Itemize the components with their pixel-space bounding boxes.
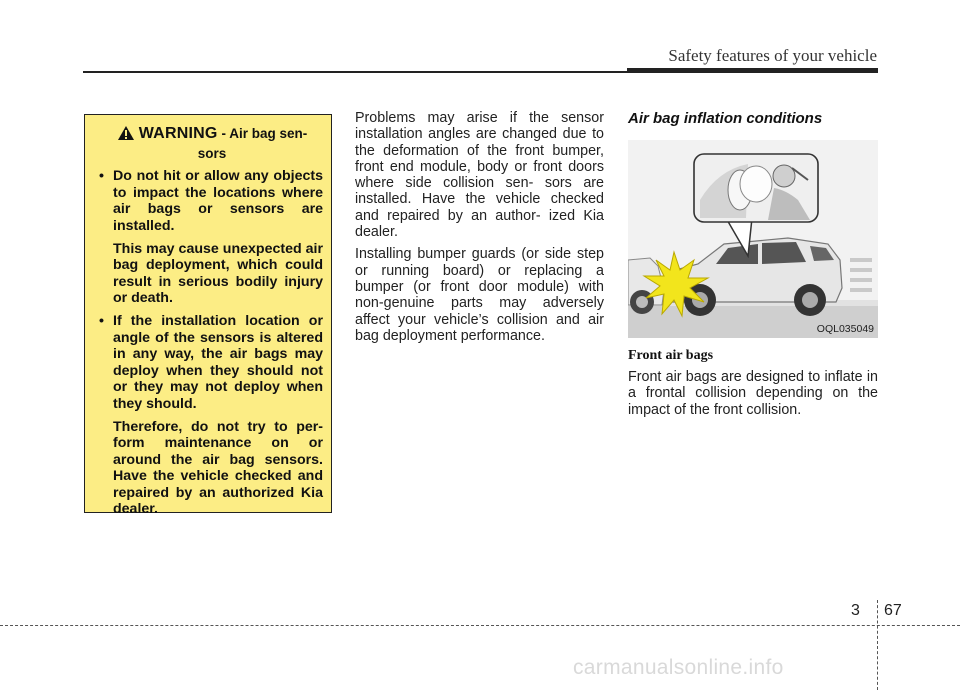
chapter-number: 3 (851, 602, 860, 619)
warning-list (97, 168, 323, 518)
subheading: Front air bags (628, 348, 714, 363)
warning-heading (97, 125, 323, 162)
site-watermark: carmanualsonline.info (573, 656, 784, 679)
footer-divider (877, 600, 878, 690)
section-heading: Air bag inflation conditions (628, 110, 823, 127)
figure-caption: OQL035049 (816, 323, 874, 335)
header-title: Safety features of your vehicle (668, 46, 877, 65)
body-paragraph: Problems may arise if the sensor installation angles are changed due to the deformation of the front bumper, front end module, body or front doors where side collision sen- sors are installed. Have the vehicle checked and repaired by an author- ized Kia dealer. (355, 110, 604, 241)
warning-triangle-icon (117, 125, 135, 146)
warning-bullet (97, 168, 323, 307)
warning-bullet (97, 313, 323, 518)
middle-column (355, 110, 604, 344)
warning-bullet-text: If the installation location or angle of the sensors is altered in any way, the air bags may deploy when they should not or they may not deploy when they should. (113, 312, 323, 412)
warning-box (84, 114, 332, 518)
warning-bullet-followup: This may cause unexpected air bag deployment, which could result in serious bodily injury or death. (113, 240, 323, 307)
warning-bullet-followup: Therefore, do not try to per- form maintenance on or around the air bag sensors. Have the vehicle checked and repaired by an authorized Kia dealer. (113, 418, 323, 518)
body-paragraph: Front air bags are designed to inflate in a frontal collision depending on the impact of the front collision. (628, 369, 878, 418)
warning-label: WARNING (138, 125, 218, 142)
warning-bullet-text: Do not hit or allow any objects to impact the locations where air bags or sensors are installed. (113, 168, 323, 234)
footer-rule (0, 625, 960, 626)
warning-subject: - Air bag sen- sors (197, 126, 308, 161)
airbag-illustration (628, 140, 878, 338)
page-number: 67 (884, 602, 902, 619)
collision-illustration (628, 140, 878, 338)
body-paragraph: Installing bumper guards (or side step or running board) or replacing a bumper (or front door module) with non-genuine parts may adversely affect your vehicle’s collision and air bag deployment performance. (355, 246, 604, 344)
airbag-callout (694, 154, 818, 222)
header-rule-accent (627, 68, 878, 73)
